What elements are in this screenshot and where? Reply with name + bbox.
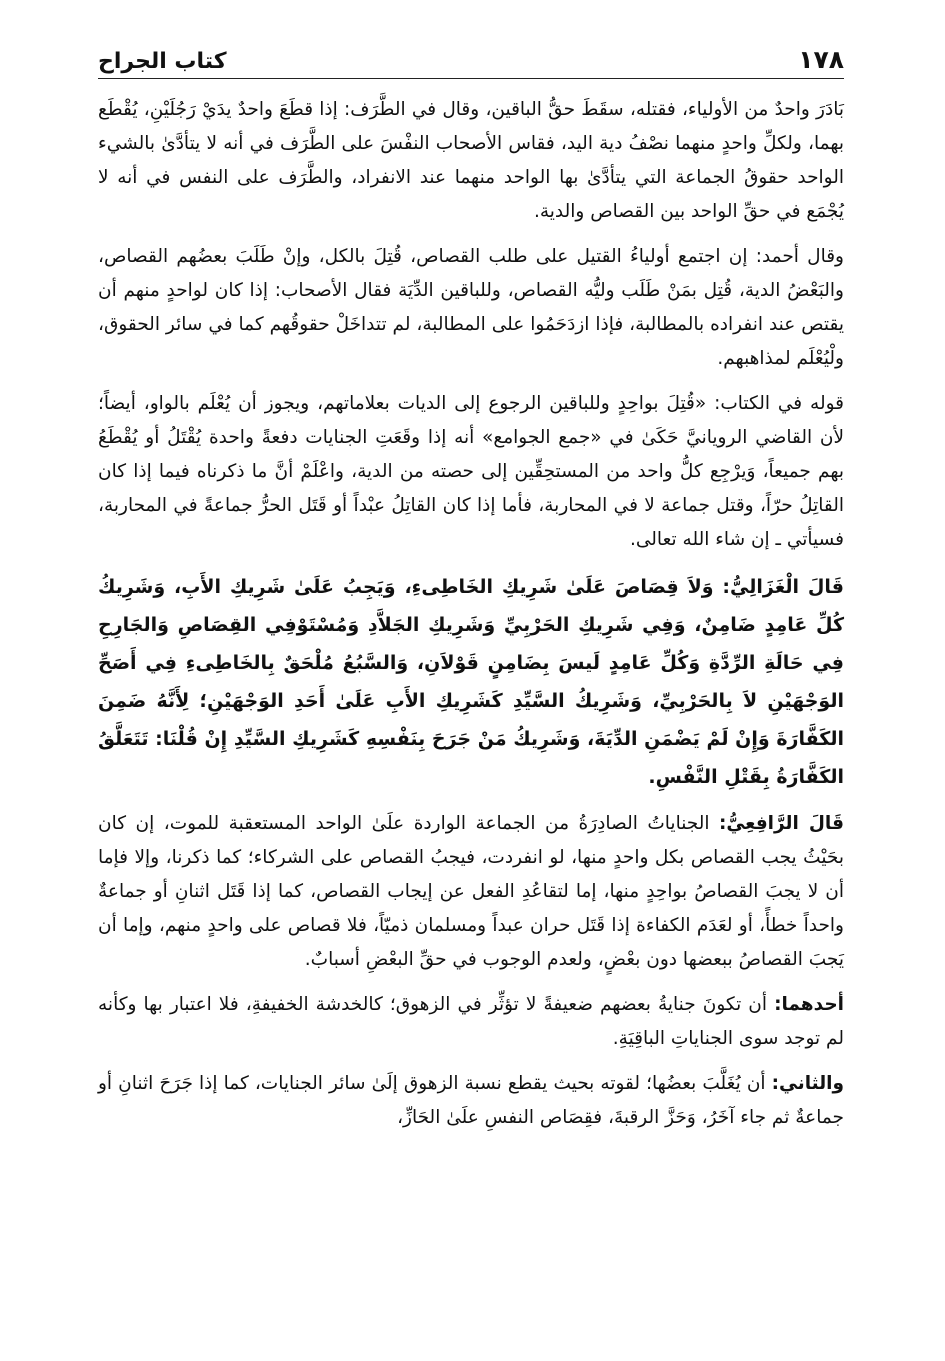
paragraph-text: أن يُغَلَّبَ بعضُها؛ لقوته بحيث يقطع نسبة الزهوق إلَىٰ سائر الجنايات، كما إذا جَرَحَ اثنانِ أو جماعةٌ ثم جاء آخَرُ، وَحَزَّ الرقبةَ، فقِصَاص النفسِ علَىٰ الحَازِّ، (98, 1073, 844, 1128)
page-number: ١٧٨ (798, 45, 844, 74)
page-header (98, 30, 844, 79)
page-body (98, 93, 844, 1135)
running-title: كتاب الجراح (98, 49, 227, 74)
paragraph-text: أن تكونَ جنايةُ بعضهم ضعيفةً لا تؤثِّر في الزهوق؛ كالخدشة الخفيفةِ، فلا اعتبار بها وكأنه لم توجد سوى الجناياتِ الباقِيَةِ. (98, 994, 844, 1049)
paragraph (98, 988, 844, 1056)
book-page (98, 30, 844, 1146)
paragraph-text: قوله في الكتاب: «قُتِلَ بواحِدٍ وللباقين الرجوع إلى الديات بعلاماتهم، ويجوز أن يُعْلَم بالواو، أيضاً؛ لأن القاضي الرويانيَّ حَكَىٰ في «جمع الجوامع» أنه إذا وقَعَتِ الجنايات دفعةً واحدة يُقْتَلُ أو يُقْطَعُ بهم جميعاً، وَيرْجِع كلُّ واحد من المستحِقِّين إلى حصته من الدية، واعْلَمْ أنَّ ما ذكرناه فيما إذا كان القاتِلُ حرّاً، وقتل جماعة لا في المحاربة، فأما إذا كان القاتِلُ عبْداً أو قَتَل الحرُّ جماعةً في المحاربة، فسيأتي ـ إن شاء الله تعالى. (98, 393, 844, 550)
paragraph (98, 387, 844, 557)
paragraph-text: بَادَرَ واحدٌ من الأولياء، فقتله، سقَطَ حقُّ الباقين، وقال في الطَّرَف: إذا قطَعَ واحدٌ يدَيْ رَجُلَيْنِ، يُقْطَع بهما، ولكلِّ واحدٍ منهما نصْفُ دية اليد، فقاس الأصحاب النفْسَ على الطَّرَف في أنه لا يتأدَّىٰ بالشيء الواحد حقوقُ الجماعة التي يتأدَّىٰ بها الواحد منهما عند الانفراد، والطَّرَف على النفس في أنه لا يُجْمَع في حقِّ الواحد بين القصاص والدية. (98, 99, 844, 222)
paragraph-lead: قَالَ الرَّافِعِيُّ: (719, 813, 844, 834)
paragraph (98, 807, 844, 977)
paragraph (98, 240, 844, 376)
paragraph (98, 1067, 844, 1135)
matn-paragraph (98, 568, 844, 796)
paragraph-text: وقال أحمد: إن اجتمع أولياءُ القتيل على طلب القصاص، قُتِلَ بالكل، وإنْ طَلَبَ بعضُهم القصاص، والبَعْضُ الدية، قُتِل بمَنْ طَلَب وليُّه القصاص، وللباقين الدِّيَة فقال الأصحاب: إذا كان لواحدٍ منهم أن يقتص عند انفراده بالمطالبة، فإذا ازدَحَمُوا على المطالبة، لم تتداخَلْ حقوقُهم كما في سائر الحقوق، ولْيُعْلَم لمذاهبهم. (98, 246, 844, 369)
paragraph-text: قَالَ الْغَزَالِيُّ: وَلاَ قِصَاصَ عَلَىٰ شَرِيكِ الخَاطِىءِ، وَيَجِبُ عَلَىٰ شَرِيكِ الأَبِ، وَشَرِيكُ كُلِّ عَامِدٍ ضَامِنٌ، وَفِي شَرِيكِ الحَرْبِيِّ وَشَرِيكِ الجَلاَّدِ وَمُسْتَوْفِي القِصَاصِ وَالجَارِحِ فِي حَالَةِ الرِّدَّةِ وَكُلِّ عَامِدٍ لَيسَ بِضَامِنٍ قَوْلاَنِ، وَالسَّبُعُ مُلْحَقٌ بِالخَاطِىءِ فِي أَصَحِّ الوَجْهَيْنِ لاَ بِالحَرْبِيِّ، وَشَرِيكُ السَّيِّدِ كَشَرِيكِ الأَبِ عَلَىٰ أَحَدِ الوَجْهَيْنِ؛ لِأَنَّهُ ضَمِنَ الكَفَّارَةَ وَإِنْ لَمْ يَضْمَنِ الدِّيَةَ، وَشَرِيكُ مَنْ جَرَحَ بِنَفْسِهِ كَشَرِيكِ السَّيِّدِ إِنْ قُلْنَا: تَتَعَلَّقُ الكَفَّارَةُ بِقَتْلِ النَّفْسِ. (98, 576, 844, 788)
paragraph (98, 93, 844, 229)
paragraph-lead: أحدهما: (774, 994, 844, 1015)
paragraph-lead: والثاني: (771, 1073, 844, 1094)
paragraph-text: الجناياتُ الصادِرَةُ من الجماعة الواردة علَىٰ الواحد المستعقبة للموت، إن كان بحَيْثُ يجب القصاص بكل واحدٍ منها، لو انفردت، فيجبُ القصاص على الشركاء؛ كما ذكرنا، وإلا فإما أن لا يجبَ القصاصُ بواحِدٍ منها، إما لتقاعُدِ الفعل عن إيجاب القصاص، كما إذا قَتَل اثنانِ أو جماعةٌ واحداً خطأً، أو لعَدَم الكفاءة إذا قَتَل حران عبداً ومسلمان ذميّاً، فلا قصاص على واحدٍ منهم، وإما أن يَجبَ القصاصُ ببعضها دون بعْضٍ، ولعدم الوجوب في حقِّ البعْضِ أسبابٌ. (98, 813, 844, 970)
